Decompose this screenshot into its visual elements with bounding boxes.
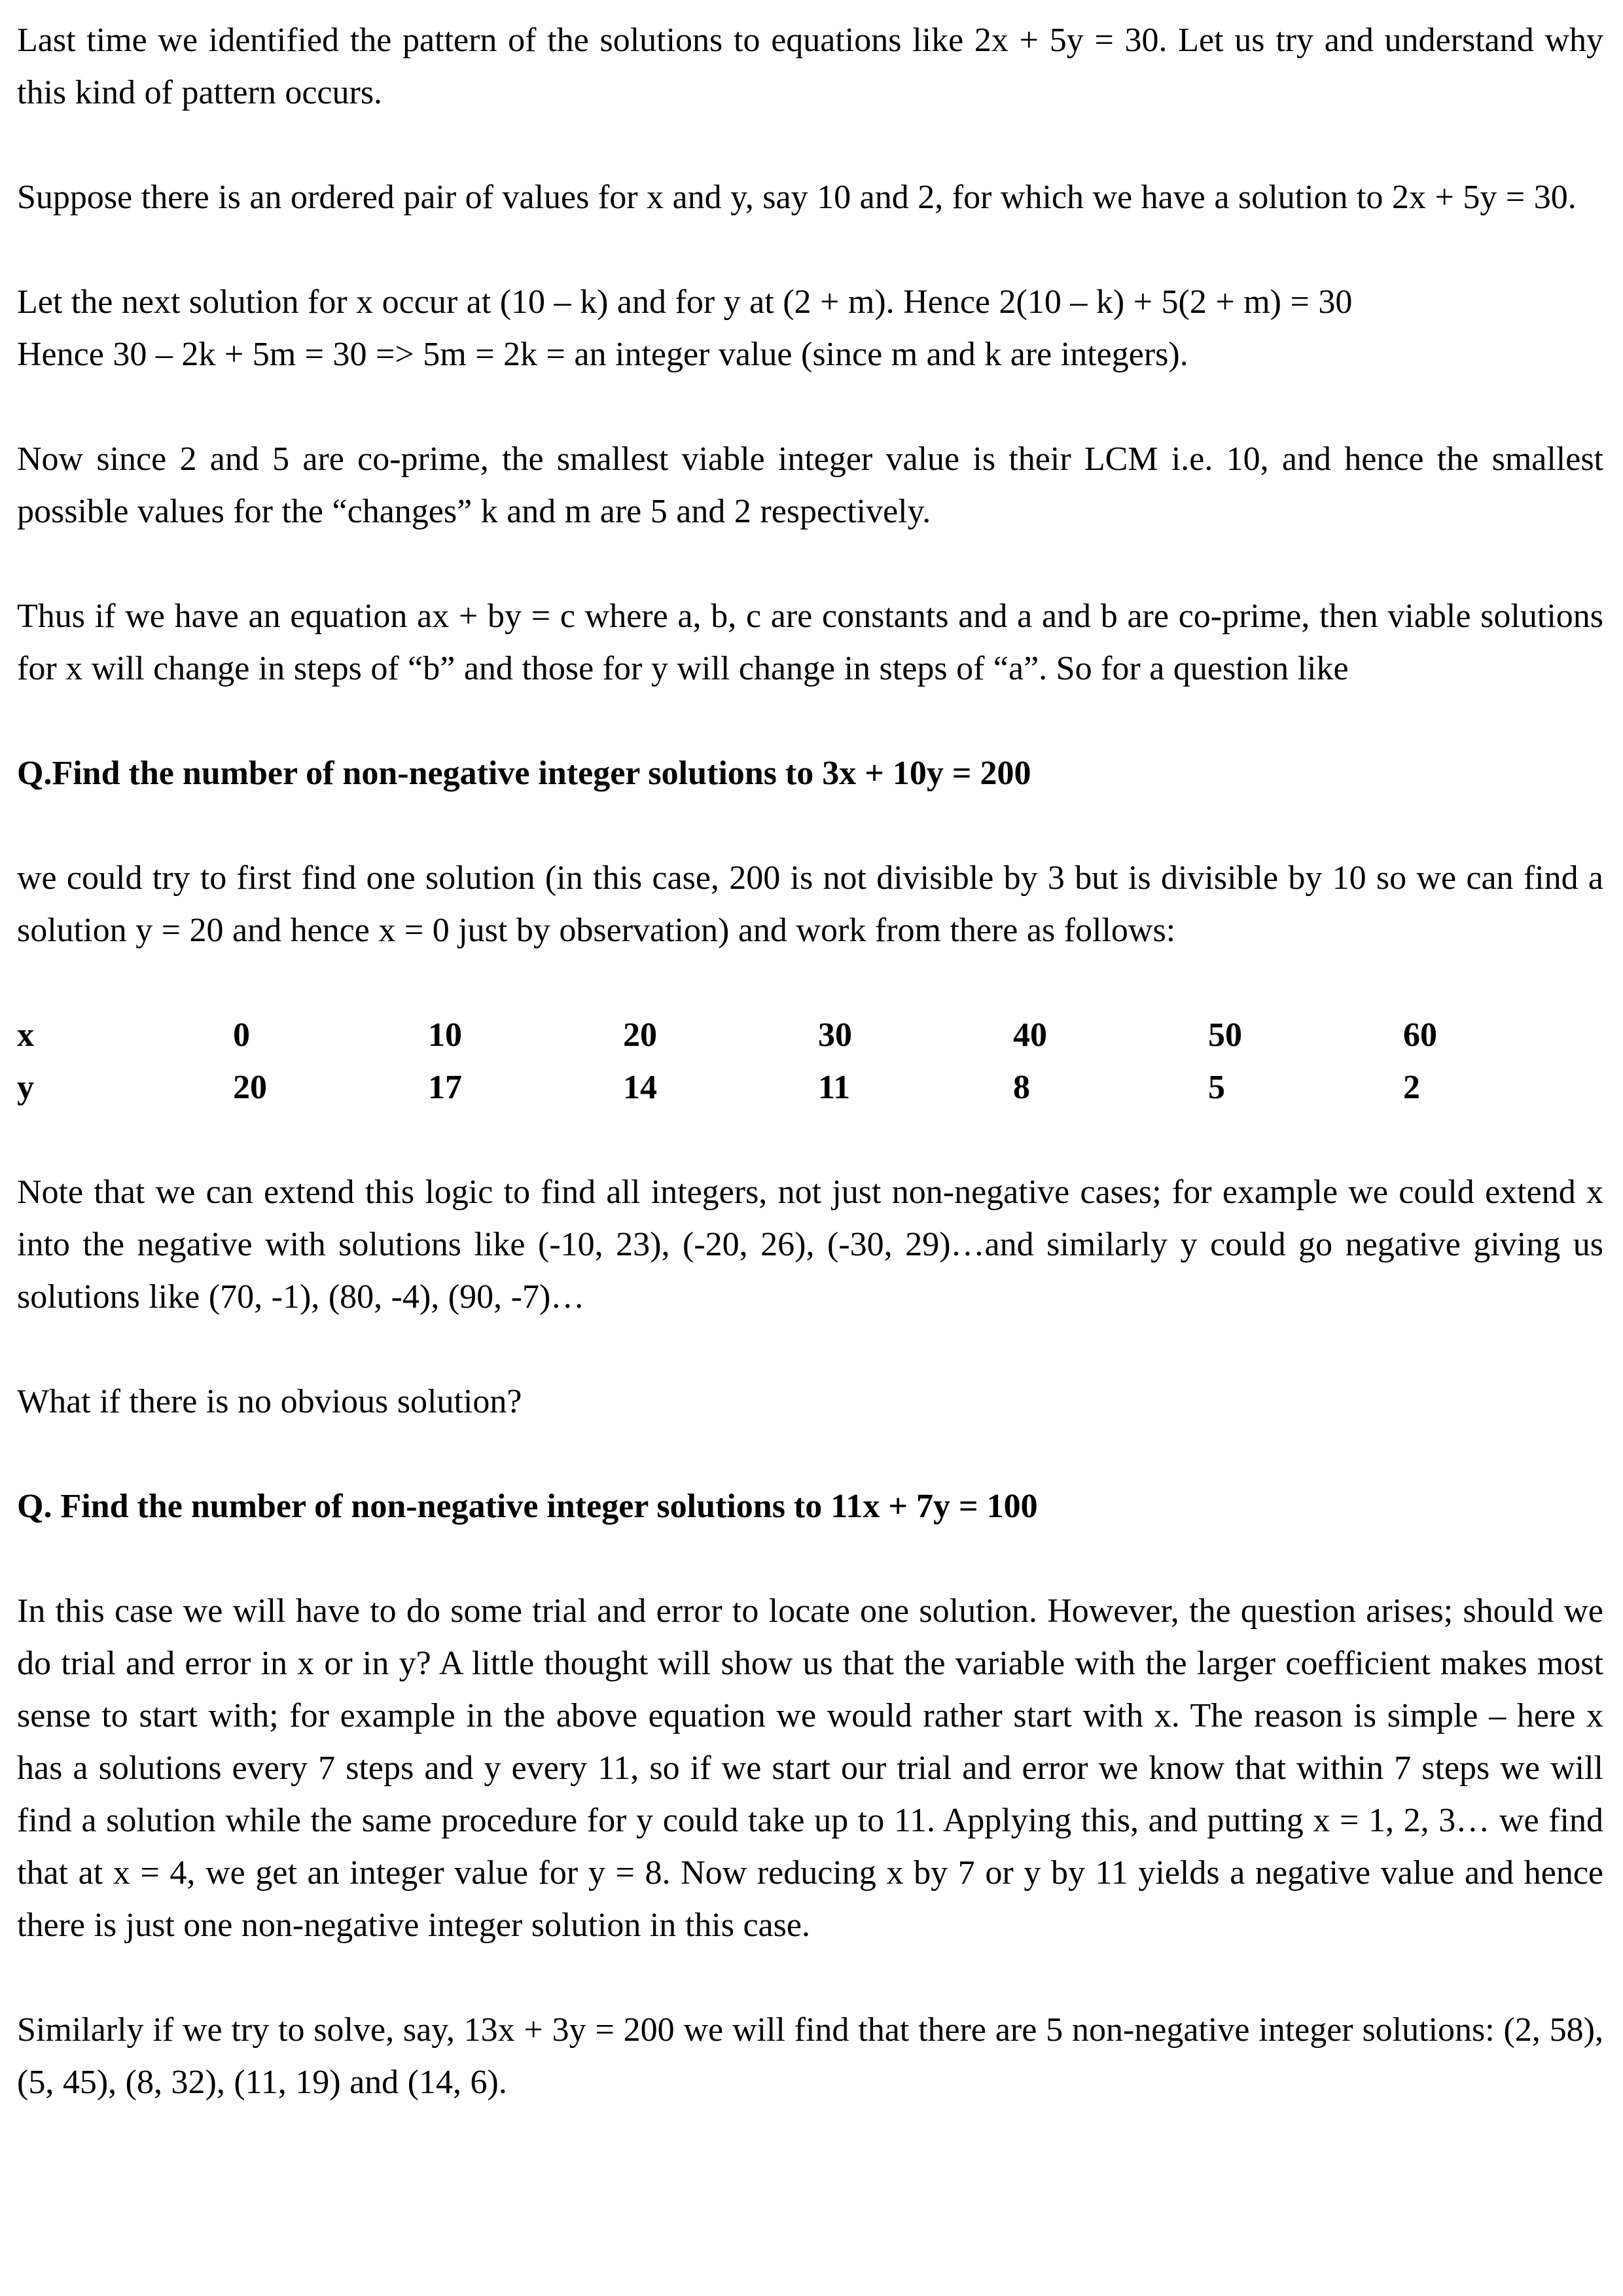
cell-x-0: 0 — [233, 1016, 250, 1054]
cell-y-3: 11 — [818, 1069, 851, 1106]
row-label-y: y — [17, 1069, 34, 1106]
intro-paragraph: Last time we identified the pattern of the solutions to equations like 2x + 5y = 30. Let us try and understand why this kind of pattern occurs. — [17, 22, 1603, 111]
question-2-heading: Q. Find the number of non-negative integer solutions to 11x + 7y = 100 — [17, 1488, 1038, 1525]
coprime-lcm-paragraph: Now since 2 and 5 are co-prime, the smallest viable integer value is their LCM i.e. 10, and hence the smallest possible values for the “changes” k and m are 5 and 2 respectively. — [17, 440, 1603, 530]
ordered-pair-paragraph: Suppose there is an ordered pair of values for x and y, say 10 and 2, for which we have a solution to 2x + 5y = 30. — [17, 179, 1577, 216]
cell-y-1: 17 — [428, 1069, 462, 1106]
table-row-x — [17, 1009, 1598, 1062]
similarly-paragraph: Similarly if we try to solve, say, 13x + 3y = 200 we will find that there are 5 non-negative integer solutions: (2, 58), (5, 45), (8, 32), (11, 19) and (14, 6). — [17, 2011, 1603, 2101]
cell-y-2: 14 — [623, 1069, 657, 1106]
cell-y-5: 5 — [1208, 1069, 1225, 1106]
general-rule-paragraph: Thus if we have an equation ax + by = c where a, b, c are constants and a and b are co-prime, then viable solutions for x will change in steps of “b” and those for y will change in steps of “a”. So for a question like — [17, 598, 1603, 687]
cell-y-6: 2 — [1403, 1069, 1420, 1106]
next-solution-line-2: Hence 30 – 2k + 5m = 30 => 5m = 2k = an integer value (since m and k are integers). — [17, 336, 1188, 373]
extend-negative-paragraph: Note that we can extend this logic to find all integers, not just non-negative cases; for example we could extend x into the negative with solutions like (-10, 23), (-20, 26), (-30, 29)…and similarly y could go negative giving us solutions like (70, -1), (80, -4), (90, -7)… — [17, 1174, 1603, 1316]
cell-x-6: 60 — [1403, 1016, 1437, 1054]
row-label-x: x — [17, 1016, 34, 1054]
question-1-heading: Q.Find the number of non-negative integer solutions to 3x + 10y = 200 — [17, 755, 1031, 792]
trial-and-error-paragraph: In this case we will have to do some trial and error to locate one solution. However, the question arises; should we do trial and error in x or in y? A little thought will show us that the variable with the larger coefficient makes most sense to start with; for example in the above equation we would rather start with x. The reason is simple – here x has a solutions every 7 steps and y every 11, so if we start our trial and error we know that within 7 steps we will find a solution while the same procedure for y could take up to 11. Applying this, and putting x = 1, 2, 3… we find that at x = 4, we get an integer value for y = 8. Now reducing x by 7 or y by 11 yields a negative value and hence there is just one non-negative integer solution in this case. — [17, 1592, 1603, 1944]
cell-x-1: 10 — [428, 1016, 462, 1054]
cell-x-2: 20 — [623, 1016, 657, 1054]
cell-y-0: 20 — [233, 1069, 267, 1106]
solutions-table — [17, 1009, 1598, 1114]
next-solution-line-1: Let the next solution for x occur at (10 – k) and for y at (2 + m). Hence 2(10 – k) + 5(2 + m) = 30 — [17, 283, 1353, 321]
cell-x-5: 50 — [1208, 1016, 1242, 1054]
first-solution-paragraph: we could try to first find one solution (in this case, 200 is not divisible by 3 but is divisible by 10 so we can find a solution y = 20 and hence x = 0 just by observation) and work from there as follows: — [17, 859, 1603, 949]
cell-x-3: 30 — [818, 1016, 852, 1054]
cell-x-4: 40 — [1013, 1016, 1047, 1054]
no-obvious-solution-paragraph: What if there is no obvious solution? — [17, 1383, 522, 1420]
cell-y-4: 8 — [1013, 1069, 1030, 1106]
table-row-y — [17, 1062, 1598, 1114]
